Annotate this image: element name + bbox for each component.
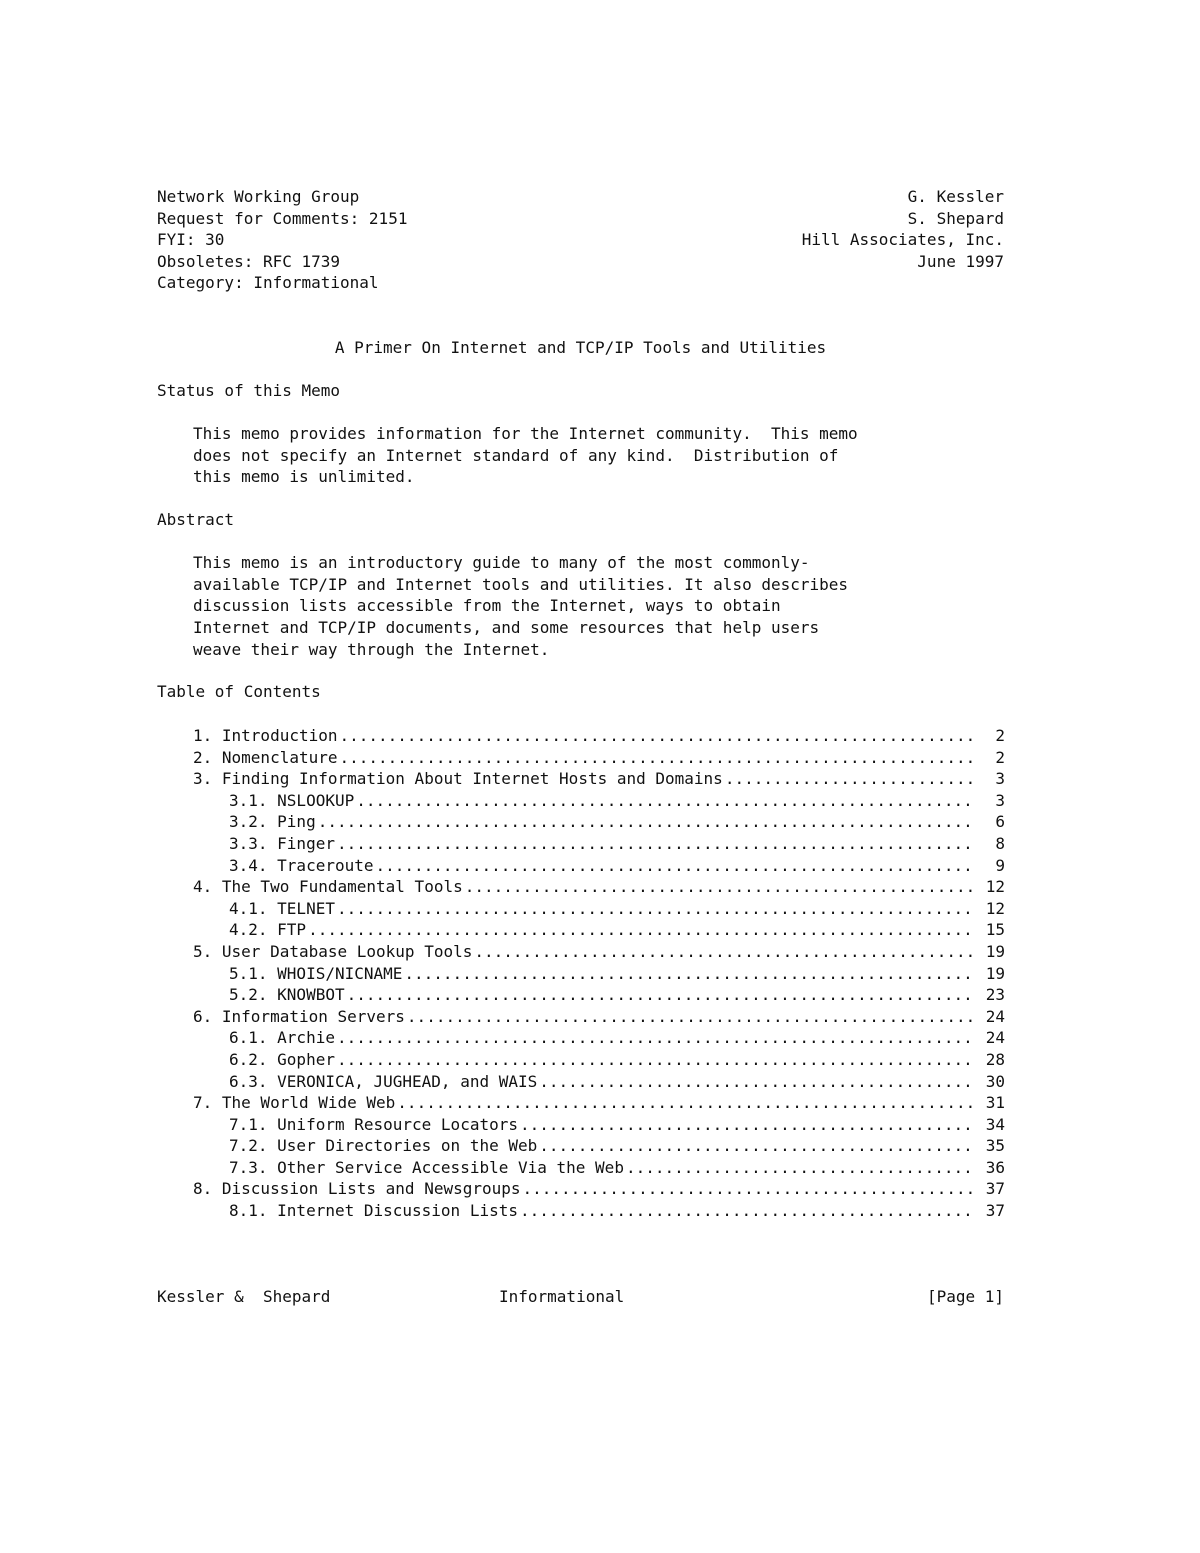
toc-entry-label: 4. The Two Fundamental Tools xyxy=(193,877,463,897)
toc-leader-dots xyxy=(520,1200,975,1222)
toc-entry-label: 5. User Database Lookup Tools xyxy=(193,941,473,961)
abstract-line: weave their way through the Internet. xyxy=(193,639,550,659)
toc-leader-dots xyxy=(523,1178,975,1200)
header-left xyxy=(157,186,407,294)
toc-leader-dots xyxy=(407,1006,975,1028)
toc-leader-dots xyxy=(337,833,975,855)
status-line: This memo provides information for the Internet community. This memo xyxy=(193,424,858,444)
abstract-line: This memo is an introductory guide to many of the most commonly- xyxy=(193,553,810,573)
toc-entry-label: 7.2. User Directories on the Web xyxy=(229,1136,538,1156)
toc-leader-dots xyxy=(337,898,975,920)
toc-entry-page: 9 xyxy=(995,855,1005,875)
toc-leader-dots xyxy=(465,876,975,898)
toc-entry xyxy=(193,1157,1005,1179)
toc-leader-dots xyxy=(376,855,976,877)
toc-entry-page: 2 xyxy=(995,726,1005,745)
footer-authors: Kessler & Shepard xyxy=(157,1287,331,1306)
header-date: June 1997 xyxy=(917,251,1004,271)
document-title: A Primer On Internet and TCP/IP Tools and Utilities xyxy=(334,338,827,357)
toc-entry-label: 3. Finding Information About Internet Hosts and Domains xyxy=(193,769,723,789)
toc-entry xyxy=(193,1006,1005,1028)
toc-entry xyxy=(193,811,1005,833)
header-rfc-number: Request for Comments: 2151 xyxy=(157,208,408,228)
toc-leader-dots xyxy=(520,1114,975,1136)
toc-entry xyxy=(193,790,1005,812)
toc-leader-dots xyxy=(356,790,975,812)
toc-heading: Table of Contents xyxy=(157,682,321,701)
toc-entry xyxy=(193,876,1005,898)
toc-entry-page: 37 xyxy=(985,1201,1005,1221)
status-heading: Status of this Memo xyxy=(157,381,341,400)
toc-leader-dots xyxy=(340,725,976,747)
toc-leader-dots xyxy=(725,768,975,790)
toc-entry-label: 5.2. KNOWBOT xyxy=(229,985,345,1005)
toc-entry-page: 24 xyxy=(985,1006,1005,1026)
toc-entry xyxy=(193,1027,1005,1049)
header-obsoletes: Obsoletes: RFC 1739 xyxy=(157,251,341,271)
toc-entry xyxy=(193,984,1005,1006)
toc-leader-dots xyxy=(318,811,975,833)
toc-entry-page: 15 xyxy=(985,920,1005,940)
toc-entry xyxy=(193,725,1005,747)
toc-entry xyxy=(193,1114,1005,1136)
table-of-contents xyxy=(193,725,1005,1222)
toc-entry-page: 19 xyxy=(985,941,1005,961)
toc-entry-page: 12 xyxy=(985,898,1005,918)
abstract-heading: Abstract xyxy=(157,510,235,529)
footer-category: Informational xyxy=(499,1287,625,1306)
toc-entry-page: 3 xyxy=(995,790,1005,810)
header-author-1: G. Kessler xyxy=(907,187,1004,206)
toc-entry-label: 7.3. Other Service Accessible Via the Web xyxy=(229,1157,624,1177)
status-line: this memo is unlimited. xyxy=(193,467,415,487)
toc-entry xyxy=(193,1178,1005,1200)
toc-entry-page: 28 xyxy=(985,1049,1005,1069)
status-section xyxy=(157,380,1017,488)
abstract-line: Internet and TCP/IP documents, and some resources that help users xyxy=(193,617,820,637)
toc-entry-label: 3.4. Traceroute xyxy=(229,855,374,875)
footer-page-number: [Page 1] xyxy=(926,1287,1004,1306)
toc-entry xyxy=(193,898,1005,920)
toc-entry-page: 31 xyxy=(985,1093,1005,1113)
toc-entry-page: 37 xyxy=(985,1179,1005,1199)
toc-entry xyxy=(193,855,1005,877)
toc-entry-label: 4.1. TELNET xyxy=(229,898,335,918)
toc-leader-dots xyxy=(539,1135,975,1157)
toc-entry xyxy=(193,1092,1005,1114)
toc-leader-dots xyxy=(626,1157,975,1179)
status-line: does not specify an Internet standard of any kind. Distribution of xyxy=(193,445,839,465)
toc-entry xyxy=(193,768,1005,790)
toc-entry-page: 34 xyxy=(985,1114,1005,1134)
header-fyi: FYI: 30 xyxy=(157,230,225,250)
toc-leader-dots xyxy=(404,963,975,985)
toc-entry xyxy=(193,919,1005,941)
toc-leader-dots xyxy=(337,1027,975,1049)
toc-entry-label: 6. Information Servers xyxy=(193,1006,405,1026)
toc-leader-dots xyxy=(308,919,975,941)
toc-leader-dots xyxy=(539,1071,975,1093)
toc-entry-label: 8. Discussion Lists and Newsgroups xyxy=(193,1179,521,1199)
toc-entry-label: 6.2. Gopher xyxy=(229,1049,335,1069)
toc-entry-label: 8.1. Internet Discussion Lists xyxy=(229,1201,518,1221)
toc-entry-page: 12 xyxy=(985,877,1005,897)
toc-entry-label: 3.2. Ping xyxy=(229,812,316,832)
header-right xyxy=(700,186,1004,272)
toc-entry-label: 1. Introduction xyxy=(193,726,338,745)
toc-entry-page: 36 xyxy=(985,1157,1005,1177)
abstract-section xyxy=(157,509,1017,660)
toc-entry xyxy=(193,963,1005,985)
toc-entry-label: 5.1. WHOIS/NICNAME xyxy=(229,963,403,983)
toc-entry xyxy=(193,1071,1005,1093)
toc-leader-dots xyxy=(347,984,975,1006)
header-category: Category: Informational xyxy=(157,273,379,293)
toc-leader-dots xyxy=(340,747,976,769)
toc-entry-page: 2 xyxy=(995,747,1005,767)
toc-entry-page: 30 xyxy=(985,1071,1005,1091)
header-working-group: Network Working Group xyxy=(157,187,360,206)
toc-entry-page: 19 xyxy=(985,963,1005,983)
toc-entry xyxy=(193,941,1005,963)
toc-entry-label: 3.1. NSLOOKUP xyxy=(229,790,355,810)
toc-entry-page: 24 xyxy=(985,1028,1005,1048)
header-author-2: S. Shepard xyxy=(907,208,1004,228)
toc-entry xyxy=(193,1049,1005,1071)
toc-entry xyxy=(193,1200,1005,1222)
toc-leader-dots xyxy=(337,1049,975,1071)
toc-entry-label: 3.3. Finger xyxy=(229,833,335,853)
header-organization: Hill Associates, Inc. xyxy=(801,230,1004,250)
toc-entry-page: 6 xyxy=(995,812,1005,832)
toc-entry xyxy=(193,833,1005,855)
toc-entry-label: 7. The World Wide Web xyxy=(193,1093,396,1113)
toc-entry-label: 7.1. Uniform Resource Locators xyxy=(229,1114,518,1134)
toc-entry-page: 8 xyxy=(995,833,1005,853)
toc-entry-page: 23 xyxy=(985,985,1005,1005)
toc-leader-dots xyxy=(397,1092,975,1114)
toc-entry xyxy=(193,747,1005,769)
abstract-line: discussion lists accessible from the Internet, ways to obtain xyxy=(193,596,781,616)
toc-entry-label: 6.1. Archie xyxy=(229,1028,335,1048)
page-footer xyxy=(157,1286,1004,1308)
toc-entry-label: 4.2. FTP xyxy=(229,920,307,940)
toc-entry-label: 2. Nomenclature xyxy=(193,747,338,767)
toc-leader-dots xyxy=(474,941,975,963)
toc-entry-label: 6.3. VERONICA, JUGHEAD, and WAIS xyxy=(229,1071,538,1091)
toc-entry xyxy=(193,1135,1005,1157)
toc-heading-block xyxy=(157,681,1017,703)
toc-entry-page: 3 xyxy=(995,769,1005,789)
toc-entry-page: 35 xyxy=(985,1136,1005,1156)
abstract-line: available TCP/IP and Internet tools and utilities. It also describes xyxy=(193,574,849,594)
